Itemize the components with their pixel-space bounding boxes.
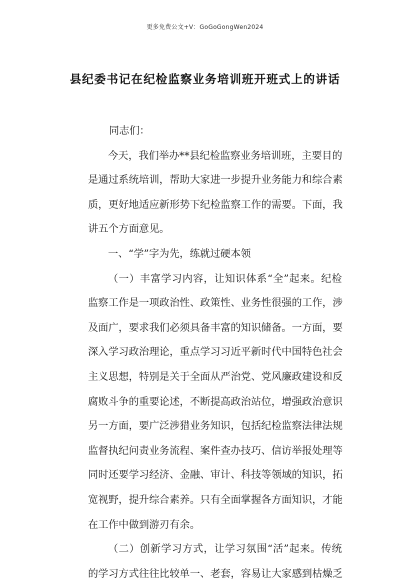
text-line: 腐败斗争的重要论述，不断提高政治站位，增强政治意识 xyxy=(88,396,343,408)
intro-paragraph xyxy=(88,145,342,243)
section-heading-text: 一、“学”字为先，练就过硬本领 xyxy=(108,248,251,260)
text-line: 监察工作是一项政治性、政策性、业务性很强的工作，涉 xyxy=(88,298,343,310)
document-title: 县纪委书记在纪检监察业务培训班开班式上的讲话 xyxy=(69,72,341,86)
text-line: 今天，我们举办**县纪检监察业务培训班，主要目的 xyxy=(108,150,343,162)
text-line: 质，更好地适应新形势下纪检监察工作的需要。下面，我 xyxy=(88,199,343,211)
text-line: （二）创新学习方式，让学习氛围“活”起来。传统 xyxy=(108,544,342,556)
text-line: 及面广，要求我们必须具备丰富的知识储备。一方面，要 xyxy=(88,322,343,334)
text-line: 主义思想，特别是关于全面从严治党、党风廉政建设和反 xyxy=(88,371,343,383)
section-heading xyxy=(88,243,342,268)
text-line: 同时还要学习经济、金融、审计、科技等领域的知识，拓 xyxy=(88,470,343,482)
document-body xyxy=(88,120,342,587)
text-line: 监督执纪问责业务流程、案件查办技巧、信访举报处理等 xyxy=(88,445,343,457)
salutation: 同志们： xyxy=(109,126,150,137)
text-line: 的学习方式往往比较单一、老套，容易让大家感到枯燥乏 xyxy=(88,568,343,580)
text-line: 另一方面，要广泛涉猎业务知识，包括纪检监察法律法规 xyxy=(88,421,343,433)
header-note: 更多免费公文+V：GoGoGongWen2024 xyxy=(146,24,264,31)
text-line: （一）丰富学习内容，让知识体系“全”起来。纪检 xyxy=(108,273,342,285)
text-line: 是通过系统培训，帮助大家进一步提升业务能力和综合素 xyxy=(88,175,343,187)
text-line: 深入学习政治理论，重点学习习近平新时代中国特色社会 xyxy=(88,347,343,359)
text-line: 讲五个方面意见。 xyxy=(88,224,170,236)
subsection-paragraph-1 xyxy=(88,268,342,539)
text-line: 宽视野，提升综合素养。只有全面掌握各方面知识，才能 xyxy=(88,494,343,506)
text-line: 在工作中做到游刃有余。 xyxy=(88,519,201,531)
